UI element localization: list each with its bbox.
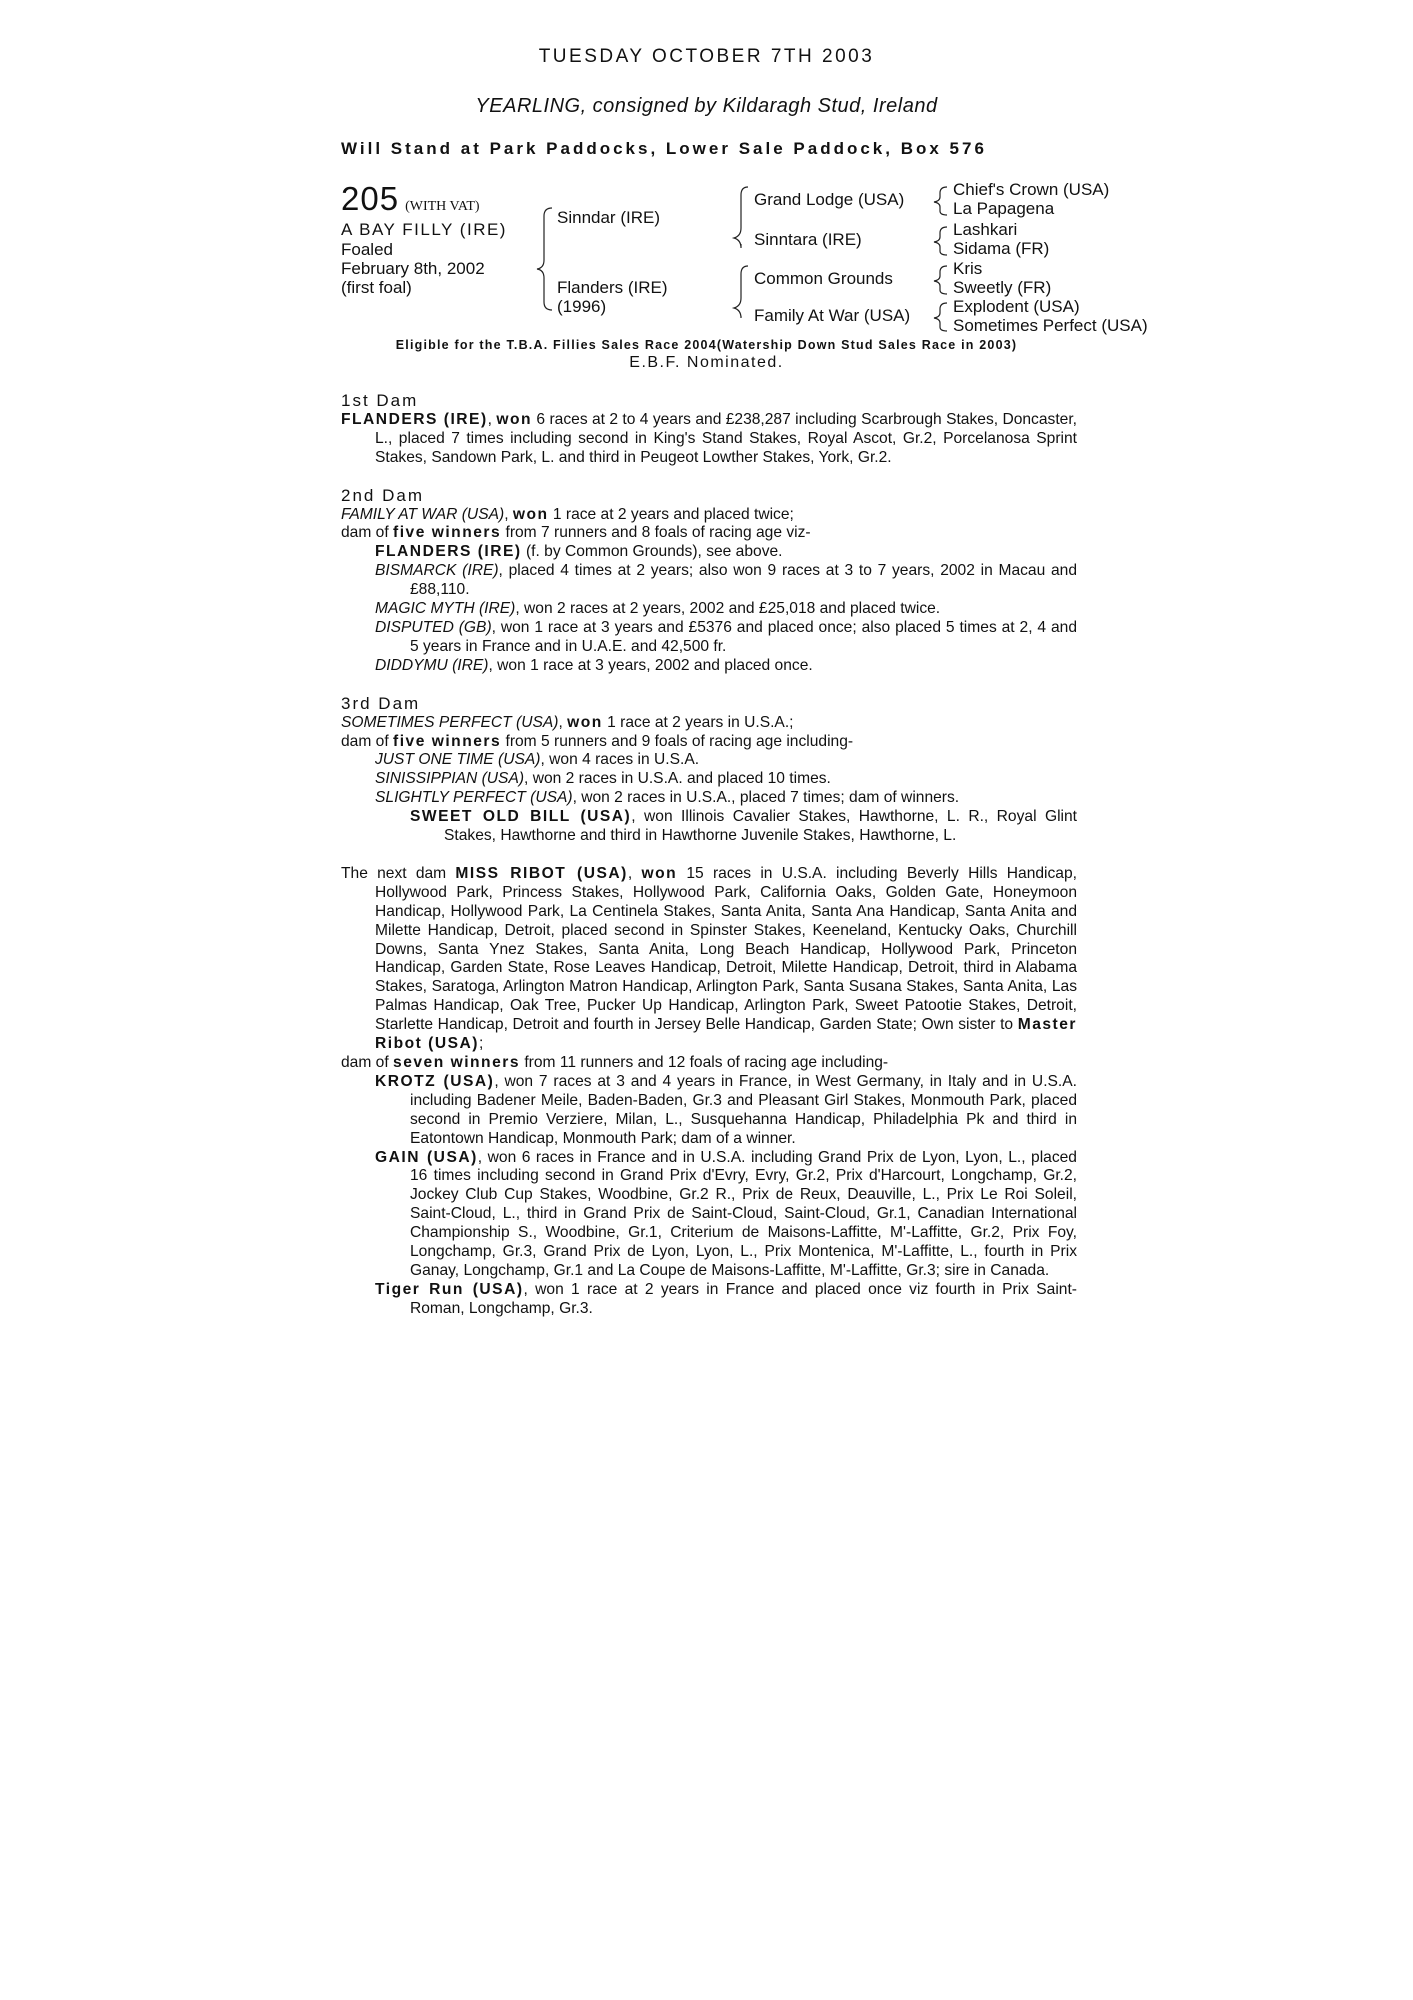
second-dam-text: 1 race at 2 years and placed twice; xyxy=(548,505,794,523)
pedigree-brackets xyxy=(0,0,1413,340)
pedigree-dam-sire: Common Grounds xyxy=(754,269,893,288)
foaled-label: Foaled xyxy=(341,240,393,259)
progeny-text: , won Illinois Cavalier Stakes, Hawthorne, L. R., Royal Glint Stakes, Hawthorne and third in Hawthorne Juvenile Stakes, Hawthorne, L. xyxy=(444,808,1078,845)
next-dam-name: MISS RIBOT (USA) xyxy=(455,864,628,882)
bracket-sire-dam xyxy=(537,208,552,310)
pedigree-dam: Flanders (IRE) xyxy=(557,278,668,297)
next-dam-winners: seven winners xyxy=(393,1054,520,1071)
pedigree-sire-dam: Sinntara (IRE) xyxy=(754,230,862,249)
progeny-text: , won 1 race at 2 years in France and placed once viz fourth in Prix Saint-Roman, Longchamp, Gr.3. xyxy=(410,1280,1077,1317)
bracket-gs1 xyxy=(934,187,947,215)
third-dam-produce xyxy=(341,733,1077,752)
pedigree-dam-year: (1996) xyxy=(557,297,607,316)
pedigree-ggs-2: La Papagena xyxy=(953,199,1055,218)
progeny-text: , won 6 races in France and in U.S.A. including Grand Prix de Lyon, Lyon, L., placed 16 times including second in Grand Prix d'Evry, Evry, Gr.2, Prix d'Harcourt, Longchamp, Gr.2, Jockey Club Cup Stakes, Woodbine, Gr.2 R., Prix de Reux, Deauville, L., Prix Le Roi Soleil, Saint-Cloud, L., third in Grand Prix de Saint-Cloud, Saint-Cloud, Gr.1, Canadian International Championship S., Woodbine, Gr.1, Criterium de Maisons-Laffitte, M'-Laffitte, Gr.2, Prix Foy, Longchamp, Gr.3, Grand Prix de Lyon, Lyon, L., Prix Montenica, M'-Laffitte, L., fourth in Prix Ganay, Longchamp, Gr.1 and La Coupe de Maisons-Laffitte, M'-Laffitte, Gr.3; sire in Canada. xyxy=(410,1148,1077,1279)
progeny-name: SWEET OLD BILL (USA) xyxy=(410,808,632,826)
list-item xyxy=(341,789,1077,808)
bracket-sire-line xyxy=(734,187,748,248)
second-dam-name: FAMILY AT WAR (USA) xyxy=(341,505,505,523)
list-item xyxy=(341,1149,1077,1281)
pedigree-ggs-5: Kris xyxy=(953,259,983,278)
progeny-name: MAGIC MYTH (IRE) xyxy=(375,600,516,618)
next-dam-produce xyxy=(341,1054,1077,1073)
third-dam-text: 1 race at 2 years in U.S.A.; xyxy=(602,713,794,731)
progeny-name: FLANDERS (IRE) xyxy=(375,543,522,561)
third-dam-produce-pre: dam of xyxy=(341,732,394,750)
pedigree-ggs-8: Sometimes Perfect (USA) xyxy=(953,316,1148,335)
pedigree-sire: Sinndar (IRE) xyxy=(557,208,660,227)
second-dam-heading: 2nd Dam xyxy=(341,485,424,505)
list-item xyxy=(341,600,1077,619)
progeny-text: , won 7 races at 3 and 4 years in France, in West Germany, in Italy and in U.S.A. including Badener Meile, Baden-Baden, Gr.3 and Pleasant Girl Stakes, Monmouth Park, placed second in Premio Verziere, Milan, L., Susquehanna Handicap, Philadelphia Pk and third in Eatontown Handicap, Monmouth Park; dam of a winner. xyxy=(410,1072,1077,1147)
progeny-name: SLIGHTLY PERFECT (USA) xyxy=(375,789,573,807)
pedigree-ggs-3: Lashkari xyxy=(953,220,1018,239)
list-item xyxy=(341,808,1077,846)
sale-date: TUESDAY OCTOBER 7TH 2003 xyxy=(538,46,875,67)
progeny-text: , won 2 races in U.S.A. and placed 10 times. xyxy=(524,770,831,788)
list-item xyxy=(341,543,1077,562)
pedigree-ggs-6: Sweetly (FR) xyxy=(953,278,1052,297)
progeny-text: , won 2 races in U.S.A., placed 7 times; dam of winners. xyxy=(572,789,960,807)
pedigree-dam-dam: Family At War (USA) xyxy=(754,306,911,325)
list-item xyxy=(341,751,1077,770)
list-item xyxy=(341,770,1077,789)
progeny-name: DIDDYMU (IRE) xyxy=(375,656,489,674)
progeny-name: SINISSIPPIAN (USA) xyxy=(375,770,525,788)
progeny-text: (f. by Common Grounds), see above. xyxy=(521,543,783,561)
eligibility-note: Eligible for the T.B.A. Fillies Sales Race 2004(Watership Down Stud Sales Race in 2003) xyxy=(395,338,1018,352)
list-item xyxy=(341,657,1077,676)
third-dam-won: won xyxy=(567,713,603,731)
next-dam-entry: The next dam MISS RIBOT (USA), won 15 races in U.S.A. including Beverly Hills Handicap, Hollywood Park, Princess Stakes, Hollywood Park, California Oaks, Golden Gate, Honeymoon Handicap, Hollywood Park, La Centinela Stakes, Santa Anita, Santa Ana Handicap, Santa Anita and Milette Handicap, Detroit, placed second in Spinster Stakes, Keeneland, Kentucky Oaks, Churchill Downs, Santa Ynez Stakes, Santa Anita, Long Beach Handicap, Hollywood Park, Princeton Handicap, Garden State, Rose Leaves Handicap, Detroit, Milette Handicap, Detroit, third in Alabama Stakes, Saratoga, Arlington Matron Handicap, Arlington Park, Santa Susana Stakes, Santa Anita, Las Palmas Handicap, Oak Tree, Pucker Up Handicap, Arlington Park, Sweet Patootie Stakes, Detroit, Starlette Handicap, Detroit and fourth in Jersey Belle Handicap, Garden State; Own sister to Master Ribot (USA); xyxy=(341,864,1077,1053)
list-item xyxy=(341,1073,1077,1149)
progeny-text: , placed 4 times at 2 years; also won 9 races at 3 to 7 years, 2002 in Macau and £88,110. xyxy=(410,562,1077,599)
progeny-name: GAIN (USA) xyxy=(375,1148,478,1166)
list-item xyxy=(341,1281,1077,1319)
pedigree-sire-sire: Grand Lodge (USA) xyxy=(754,190,905,209)
first-dam-name: FLANDERS (IRE) xyxy=(341,410,488,428)
stand-location: Will Stand at Park Paddocks, Lower Sale Paddock, Box 576 xyxy=(341,139,987,158)
third-dam-entry: SOMETIMES PERFECT (USA), won 1 race at 2 years in U.S.A.; xyxy=(341,713,794,731)
second-dam-produce-post: from 7 runners and 8 foals of racing age viz- xyxy=(501,524,811,542)
catalogue-body xyxy=(341,392,1077,1319)
list-item xyxy=(341,562,1077,600)
second-dam-produce xyxy=(341,524,1077,543)
pedigree-ggs-4: Sidama (FR) xyxy=(953,239,1050,258)
ebf-note: E.B.F. Nominated. xyxy=(629,354,784,371)
second-dam-entry: FAMILY AT WAR (USA), won 1 race at 2 years and placed twice; xyxy=(341,505,794,523)
second-dam-winners: five winners xyxy=(393,524,502,542)
pedigree-ggs-1: Chief's Crown (USA) xyxy=(953,180,1110,199)
third-dam-heading: 3rd Dam xyxy=(341,693,421,713)
horse-description: A BAY FILLY (IRE) xyxy=(341,220,507,239)
bracket-gs2 xyxy=(934,227,947,255)
second-dam-won: won xyxy=(512,505,549,523)
pedigree-ggs-7: Explodent (USA) xyxy=(953,297,1080,316)
progeny-name: JUST ONE TIME (USA) xyxy=(375,751,541,769)
lot-number: 205 xyxy=(341,180,400,217)
bracket-dam-line xyxy=(734,266,748,318)
next-dam-sister: Master Ribot (USA) xyxy=(375,1016,1077,1053)
second-dam-produce-pre: dam of xyxy=(341,524,394,542)
third-dam-winners: five winners xyxy=(393,732,502,750)
next-dam-produce-pre: dam of xyxy=(341,1054,394,1071)
next-dam-produce-post: from 11 runners and 12 foals of racing age including- xyxy=(520,1054,889,1071)
consignment-line: YEARLING, consigned by Kildaragh Stud, Ireland xyxy=(475,95,938,117)
vat-note: (WITH VAT) xyxy=(405,199,480,214)
next-dam-text: 15 races in U.S.A. including Beverly Hills Handicap, Hollywood Park, Princess Stakes, Hollywood Park, California Oaks, Golden Gate, Honeymoon Handicap, Hollywood Park, La Centinela Stakes, Santa Anita, Santa Ana Handicap, Santa Anita and Milette Handicap, Detroit, placed second in Spinster Stakes, Keeneland, Kentucky Oaks, Churchill Downs, Santa Ynez Stakes, Santa Anita, Long Beach Handicap, Hollywood Park, Princeton Handicap, Garden State, Rose Leaves Handicap, Detroit, Milette Handicap, Detroit, third in Alabama Stakes, Saratoga, Arlington Matron Handicap, Arlington Park, Santa Susana Stakes, Santa Anita, Las Palmas Handicap, Oak Tree, Pucker Up Handicap, Arlington Park, Sweet Patootie Stakes, Detroit, Starlette Handicap, Detroit and fourth in Jersey Belle Handicap, Garden State; Own sister to xyxy=(375,864,1077,1034)
progeny-name: DISPUTED (GB) xyxy=(375,618,492,636)
progeny-name: Tiger Run (USA) xyxy=(375,1280,524,1298)
progeny-text: , won 2 races at 2 years, 2002 and £25,018 and placed twice. xyxy=(515,600,941,618)
next-dam-end: ; xyxy=(478,1035,484,1053)
foal-note: (first foal) xyxy=(341,278,412,297)
bracket-gs3 xyxy=(934,266,947,294)
progeny-name: BISMARCK (IRE) xyxy=(375,562,499,580)
first-dam-text: 6 races at 2 to 4 years and £238,287 including Scarbrough Stakes, Doncaster, L., placed 7 times including second in King's Stand Stakes, Royal Ascot, Gr.2, Porcelanosa Sprint Stakes, Sandown Park, L. and third in Peugeot Lowther Stakes, York, Gr.2. xyxy=(375,410,1077,466)
progeny-text: , won 4 races in U.S.A. xyxy=(540,751,700,769)
foaled-date: February 8th, 2002 xyxy=(341,259,485,278)
progeny-name: KROTZ (USA) xyxy=(375,1072,495,1090)
next-dam-won: won xyxy=(641,864,678,882)
bracket-gs4 xyxy=(934,303,947,331)
progeny-text: , won 1 race at 3 years, 2002 and placed once. xyxy=(488,656,813,674)
list-item xyxy=(341,619,1077,657)
progeny-text: , won 1 race at 3 years and £5376 and placed once; also placed 5 times at 2, 4 and 5 years in France and in U.A.E. and 42,500 fr. xyxy=(410,618,1077,655)
first-dam-won: won xyxy=(496,410,533,428)
first-dam-entry: FLANDERS (IRE), won 6 races at 2 to 4 years and £238,287 including Scarbrough Stakes, Doncaster, L., placed 7 times including second in King's Stand Stakes, Royal Ascot, Gr.2, Porcelanosa Sprint Stakes, Sandown Park, L. and third in Peugeot Lowther Stakes, York, Gr.2. xyxy=(341,410,1077,466)
first-dam-heading: 1st Dam xyxy=(341,391,419,410)
third-dam-name: SOMETIMES PERFECT (USA) xyxy=(341,713,559,731)
next-dam-intro: The next dam xyxy=(341,864,456,882)
third-dam-produce-post: from 5 runners and 9 foals of racing age including- xyxy=(501,732,854,750)
